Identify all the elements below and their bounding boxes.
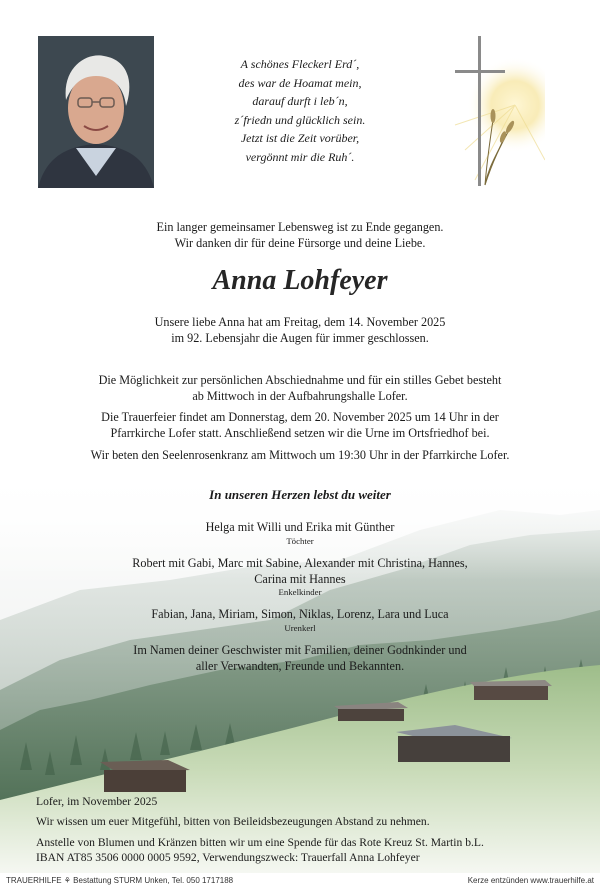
funeral-home-info: TRAUERHILFE ⚘ Bestattung STURM Unken, Tel. 050 1717188 (6, 876, 234, 885)
place-date-text: Lofer, im November 2025 (36, 795, 158, 808)
intro-line: Ein langer gemeinsamer Lebensweg ist zu Ende gegangen. (156, 220, 444, 234)
death-notice (50, 315, 550, 346)
hearts-heading: In unseren Herzen lebst du weiter (209, 487, 391, 502)
intro-text (50, 220, 550, 251)
relation-label: Urenkerl (284, 622, 316, 633)
donation-line: Anstelle von Blumen und Kränzen bitten wir um eine Spende für das Rote Kreuz St. Martin b.L. (36, 836, 484, 849)
rosary-info (50, 448, 550, 464)
mourner-names: Im Namen deiner Geschwister mit Familien, deiner Godnkinder und (133, 643, 467, 657)
donation-note (36, 836, 576, 865)
poem-line: vergönnt mir die Ruh´. (245, 149, 355, 164)
condolence-note (36, 815, 576, 830)
bottom-bar (0, 873, 600, 890)
condolence-text: Wir wissen um euer Mitgefühl, bitten von Beileidsbezeugungen Abstand zu nehmen. (36, 815, 430, 828)
mourner-names: Robert mit Gabi, Marc mit Sabine, Alexander mit Christina, Hannes, (132, 556, 468, 570)
funeral-line: Die Trauerfeier findet am Donnerstag, dem 20. November 2025 um 14 Uhr in der (101, 410, 499, 424)
poem (205, 55, 395, 167)
mourner-names: Carina mit Hannes (254, 571, 346, 586)
farewell-line: ab Mittwoch in der Aufbahrungshalle Lofer. (192, 388, 408, 403)
intro-line: Wir danken dir für deine Fürsorge und deine Liebe. (174, 235, 426, 250)
mourners-others (50, 643, 550, 674)
cross-with-wheat-icon (445, 30, 545, 205)
deceased-name: Anna Lohfeyer (212, 265, 388, 296)
mourner-names: Helga mit Willi und Erika mit Günther (205, 520, 395, 534)
mourner-names: aller Verwandten, Freunde und Bekannten. (195, 658, 405, 673)
poem-line: des war de Hoamat mein, (238, 75, 362, 90)
poem-line: A schönes Fleckerl Erd´, (240, 57, 360, 71)
farewell-info (50, 373, 550, 404)
mourner-names: Fabian, Jana, Miriam, Simon, Niklas, Lorenz, Lara und Luca (151, 607, 449, 621)
mourners-grandchildren (50, 556, 550, 598)
death-notice-line: im 92. Lebensjahr die Augen für immer geschlossen. (171, 330, 429, 345)
mourners-daughters (50, 520, 550, 547)
mourners-great-grandchildren (50, 607, 550, 634)
place-date (36, 795, 576, 810)
funeral-info (50, 410, 550, 441)
relation-label: Enkelkinder (278, 587, 322, 597)
poem-line: z´friedn und glücklich sein. (234, 112, 366, 127)
portrait-photo (38, 36, 154, 188)
farewell-line: Die Möglichkeit zur persönlichen Abschiednahme und für ein stilles Gebet besteht (98, 373, 502, 387)
poem-line: darauf durft i leb´n, (252, 94, 348, 109)
hut-4 (470, 680, 552, 700)
relation-label: Töchter (286, 535, 314, 546)
hut-1 (100, 760, 190, 792)
light-candle-link[interactable]: Kerze entzünden www.trauerhilfe.at (467, 876, 594, 885)
rosary-line: Wir beten den Seelenrosenkranz am Mittwoch um 19:30 Uhr in der Pfarrkirche Lofer. (90, 448, 510, 462)
funeral-line: Pfarrkirche Lofer statt. Anschließend setzen wir die Urne im Ortsfriedhof bei. (110, 425, 490, 440)
donation-line: IBAN AT85 3506 0000 0005 9592, Verwendungszweck: Trauerfall Anna Lohfeyer (36, 850, 420, 864)
poem-line: Jetzt ist die Zeit vorüber, (240, 131, 360, 146)
death-notice-line: Unsere liebe Anna hat am Freitag, dem 14. November 2025 (154, 315, 446, 329)
